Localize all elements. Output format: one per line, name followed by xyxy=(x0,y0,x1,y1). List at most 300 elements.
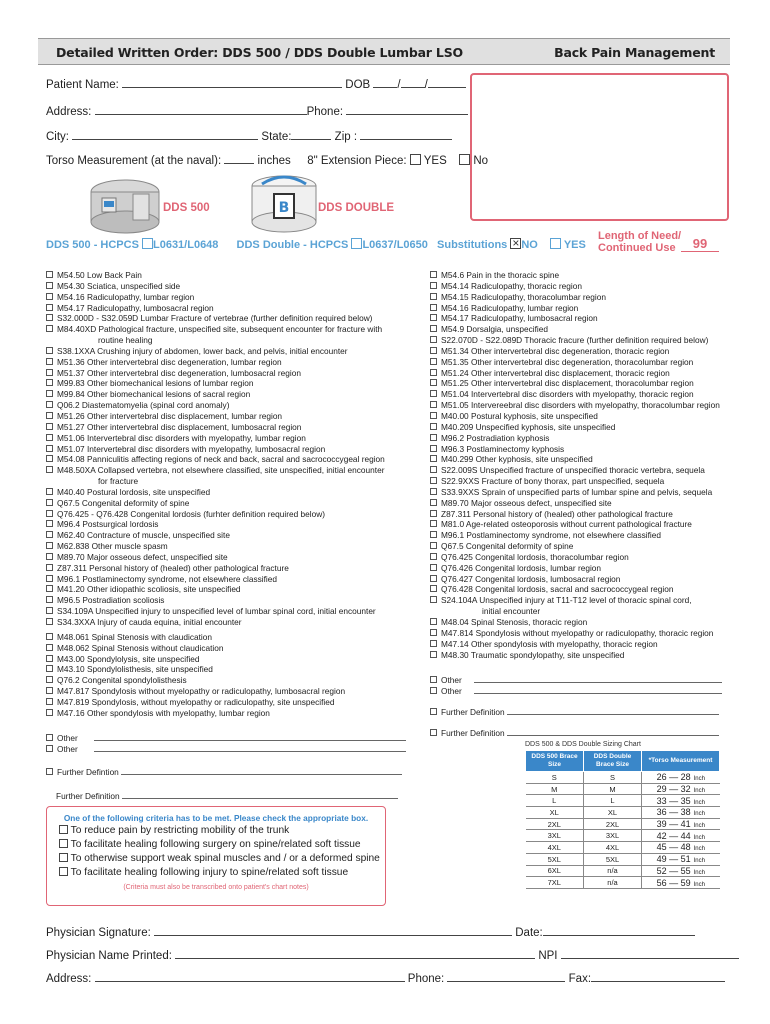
code-text: M81.0 Age-related osteoporosis without current pathological fracture xyxy=(441,519,692,530)
further-defintion-label: Further Defintion xyxy=(57,767,119,777)
code-text: Z87.311 Personal history of (healed) other pathological fracture xyxy=(57,562,289,573)
right-other-row-1 xyxy=(430,675,722,685)
code-checkbox[interactable] xyxy=(46,687,53,694)
code-row xyxy=(430,411,720,422)
patient-name-field[interactable] xyxy=(122,77,342,88)
code-text: Q76.428 Congenital lordosis, sacral and sacrococcygeal region xyxy=(441,584,674,595)
physician-phone-field[interactable] xyxy=(447,971,565,982)
dob-day-field[interactable] xyxy=(401,77,425,88)
code-checkbox[interactable] xyxy=(430,596,437,603)
code-continuation xyxy=(430,606,720,617)
sizing-col-torso: *Torso Measurement xyxy=(642,751,720,772)
code-text: M62.40 Contracture of muscle, unspecified site xyxy=(57,530,230,541)
sizing-torso-cell xyxy=(642,842,720,854)
criteria-note: (Criteria must also be transcribed onto patient's chart notes) xyxy=(123,884,309,891)
state-label: State: xyxy=(261,131,292,143)
code-text: M96.2 Postradiation kyphosis xyxy=(441,432,550,443)
torso-unit: Inch xyxy=(693,788,705,795)
code-text: M99.84 Other biomechanical lesions of sacral region xyxy=(57,389,251,400)
dob-year-field[interactable] xyxy=(428,77,466,88)
code-row xyxy=(46,368,385,379)
code-checkbox[interactable] xyxy=(430,488,437,495)
code-checkbox[interactable] xyxy=(46,434,53,441)
sizing-double-cell: 5XL xyxy=(584,853,642,865)
code-checkbox[interactable] xyxy=(430,369,437,376)
sizing-torso-cell xyxy=(642,865,720,877)
code-checkbox[interactable] xyxy=(430,575,437,582)
right-other-field-2[interactable] xyxy=(474,686,722,694)
code-checkbox[interactable] xyxy=(46,314,53,321)
code-checkbox[interactable] xyxy=(430,564,437,571)
code-text: M48.062 Spinal Stenosis without claudication xyxy=(57,642,224,653)
torso-unit: Inch xyxy=(693,846,705,853)
sizing-torso-cell xyxy=(642,807,720,819)
physician-signature-field[interactable] xyxy=(154,925,512,936)
code-checkbox[interactable] xyxy=(430,455,437,462)
code-row xyxy=(46,563,385,574)
torso-range: 26 — 28 xyxy=(656,772,691,783)
code-row xyxy=(430,454,720,465)
code-checkbox[interactable] xyxy=(46,596,53,603)
sizing-torso-cell xyxy=(642,818,720,830)
code-checkbox[interactable] xyxy=(430,434,437,441)
code-row xyxy=(430,476,720,487)
code-checkbox[interactable] xyxy=(46,564,53,571)
code-row xyxy=(46,697,385,708)
code-text: M54.30 Sciatica, unspecified side xyxy=(57,280,181,291)
other-label: Other xyxy=(441,686,462,696)
code-text: M47.817 Spondylosis without myelopathy or radiculopathy, lumbosacral region xyxy=(57,686,346,697)
code-text: M47.16 Other spondylosis with myelopathy, lumbar region xyxy=(57,707,270,718)
code-checkbox[interactable] xyxy=(46,665,53,672)
code-checkbox[interactable] xyxy=(46,347,53,354)
code-checkbox[interactable] xyxy=(430,423,437,430)
code-row xyxy=(46,389,385,400)
torso-unit: Inch xyxy=(693,858,705,865)
physician-address-row xyxy=(46,971,725,985)
date-label: Date: xyxy=(515,927,543,939)
state-field[interactable] xyxy=(291,129,331,140)
right-other-checkbox-1[interactable] xyxy=(430,676,437,683)
extension-no-checkbox[interactable] xyxy=(459,154,470,165)
code-row xyxy=(430,324,720,335)
code-row xyxy=(46,617,385,628)
code-text: M43.10 Spondylolisthesis, site unspecified xyxy=(57,664,213,675)
code-checkbox[interactable] xyxy=(46,709,53,716)
code-checkbox[interactable] xyxy=(430,325,437,332)
code-checkbox[interactable] xyxy=(46,676,53,683)
code-checkbox[interactable] xyxy=(46,304,53,311)
code-checkbox[interactable] xyxy=(46,271,53,278)
code-checkbox[interactable] xyxy=(430,477,437,484)
further-definition-label: Further Definition xyxy=(56,791,120,801)
physician-name-printed-field[interactable] xyxy=(175,948,535,959)
code-checkbox[interactable] xyxy=(46,358,53,365)
code-row xyxy=(430,422,720,433)
code-row xyxy=(430,281,720,292)
torso-unit: Inch xyxy=(693,869,705,876)
right-other-row-2 xyxy=(430,686,722,696)
dob-label: DOB xyxy=(345,79,371,91)
code-text: initial encounter xyxy=(482,606,541,617)
code-text: S24.104A Unspecified injury at T11-T12 level of thoracic spinal cord, xyxy=(441,595,692,606)
code-text: M54.9 Dorsalgia, unspecified xyxy=(441,324,548,335)
code-text: M89.70 Major osseous defect, unspecified site xyxy=(441,497,612,508)
dob-month-field[interactable] xyxy=(373,77,397,88)
code-row xyxy=(430,487,720,498)
code-checkbox[interactable] xyxy=(46,644,53,651)
code-checkbox[interactable] xyxy=(46,655,53,662)
code-checkbox[interactable] xyxy=(430,282,437,289)
code-row xyxy=(430,563,720,574)
code-row xyxy=(46,487,385,498)
code-row xyxy=(46,654,385,665)
code-checkbox[interactable] xyxy=(430,531,437,538)
code-row xyxy=(430,509,720,520)
code-checkbox[interactable] xyxy=(430,510,437,517)
code-text: M96.1 Postlaminectomy syndrome, not elsewhere classified xyxy=(441,530,661,541)
sizing-dds500-cell: 3XL xyxy=(526,830,584,842)
code-checkbox[interactable] xyxy=(46,499,53,506)
left-other-row-2 xyxy=(46,744,406,754)
code-checkbox[interactable] xyxy=(430,379,437,386)
code-row xyxy=(46,400,385,411)
code-text: M51.04 Intervertebral disc disorders with myelopathy, thoracic region xyxy=(441,389,694,400)
sizing-row xyxy=(526,783,720,795)
code-row xyxy=(46,454,385,465)
sizing-torso-cell xyxy=(642,853,720,865)
sizing-double-cell: XL xyxy=(584,807,642,819)
code-row xyxy=(46,303,385,314)
code-text: for fracture xyxy=(98,476,139,487)
code-row xyxy=(46,270,385,281)
code-text: Q76.425 Congenital lordosis, thoracolumbar region xyxy=(441,551,629,562)
code-text: Q06.2 Diastematomyelia (spinal cord anomaly) xyxy=(57,400,230,411)
code-text: S22.9XXS Fracture of bony thorax, part unspecified, sequela xyxy=(441,476,665,487)
dds500-hcpcs-checkbox[interactable] xyxy=(142,238,153,249)
code-checkbox[interactable] xyxy=(46,390,53,397)
sizing-dds500-cell: XL xyxy=(526,807,584,819)
code-checkbox[interactable] xyxy=(430,520,437,527)
code-checkbox[interactable] xyxy=(46,585,53,592)
sizing-torso-cell xyxy=(642,830,720,842)
code-text: M96.1 Postlaminectomy syndrome, not elsewhere classified xyxy=(57,573,277,584)
code-text: M47.14 Other spondylosis with myelopathy, thoracic region xyxy=(441,638,658,649)
code-text: M51.07 Intervertebral disc disorders with myelopathy, lumbosacral region xyxy=(57,443,326,454)
criteria-checkbox-1[interactable] xyxy=(59,825,68,834)
patient-name-row xyxy=(46,77,466,91)
left-further-defintion-field[interactable] xyxy=(121,767,402,775)
right-other-field-1[interactable] xyxy=(474,675,722,683)
code-text: M51.06 Intervertebral disc disorders with myelopathy, lumbar region xyxy=(57,432,306,443)
fax-field[interactable] xyxy=(591,971,725,982)
code-row xyxy=(430,335,720,346)
sizing-double-cell: n/a xyxy=(584,865,642,877)
code-checkbox[interactable] xyxy=(430,651,437,658)
torso-unit: Inch xyxy=(693,799,705,806)
code-row xyxy=(430,346,720,357)
torso-range: 42 — 44 xyxy=(656,830,691,841)
category-title: Back Pain Management xyxy=(554,45,715,60)
code-text: M51.26 Other intervertebral disc displacement, lumbar region xyxy=(57,410,283,421)
physician-name-printed-label: Physician Name Printed: xyxy=(46,950,172,962)
code-row xyxy=(430,595,720,606)
left-further-definition-row xyxy=(56,791,398,801)
code-text: M54.16 Radiculopathy, lumbar region xyxy=(57,291,195,302)
city-field[interactable] xyxy=(72,129,258,140)
code-row xyxy=(46,519,385,530)
code-checkbox[interactable] xyxy=(46,607,53,614)
code-row xyxy=(46,595,385,606)
code-checkbox[interactable] xyxy=(46,553,53,560)
code-row xyxy=(430,519,720,530)
sizing-chart xyxy=(525,741,720,889)
torso-field[interactable] xyxy=(224,153,254,164)
code-row xyxy=(46,281,385,292)
code-checkbox[interactable] xyxy=(430,412,437,419)
right-further-definition-field-2[interactable] xyxy=(507,728,719,736)
code-row xyxy=(430,552,720,563)
code-text: M96.5 Postradiation scoliosis xyxy=(57,595,165,606)
sizing-dds500-cell: 4XL xyxy=(526,842,584,854)
code-text: M54.15 Radiculopathy, thoracolumbar region xyxy=(441,291,606,302)
code-text: Q76.427 Congenital lordosis, lumbosacral region xyxy=(441,573,621,584)
code-text: M51.25 Other intervertebral disc displacement, thoracolumbar region xyxy=(441,378,694,389)
length-of-need-value[interactable]: 99 xyxy=(681,236,719,252)
code-checkbox[interactable] xyxy=(46,575,53,582)
sizing-row xyxy=(526,807,720,819)
double-hcpcs-codes: L0637/L0650 xyxy=(362,239,428,251)
extension-no-label: No xyxy=(473,155,489,167)
sizing-col-dds500: DDS 500 Brace Size xyxy=(526,751,584,772)
criteria-checkbox-4[interactable] xyxy=(59,867,68,876)
code-row xyxy=(46,686,385,697)
torso-label: Torso Measurement (at the naval): xyxy=(46,155,222,167)
sizing-row xyxy=(526,842,720,854)
code-checkbox[interactable] xyxy=(46,379,53,386)
left-other-field-2[interactable] xyxy=(94,744,406,752)
substitutions-no-checkbox[interactable] xyxy=(510,238,521,249)
code-text: M99.83 Other biomechanical lesions of lumbar region xyxy=(57,378,254,389)
left-other-row-1 xyxy=(46,733,406,743)
phone-field[interactable] xyxy=(346,104,468,115)
address-label: Address: xyxy=(46,106,92,118)
code-checkbox[interactable] xyxy=(46,698,53,705)
code-checkbox[interactable] xyxy=(430,542,437,549)
code-checkbox[interactable] xyxy=(430,358,437,365)
sizing-dds500-cell: M xyxy=(526,783,584,795)
torso-range: 45 — 48 xyxy=(656,842,691,853)
code-text: S22.009S Unspecified fracture of unspecified thoracic vertebra, sequela xyxy=(441,465,705,476)
sizing-dds500-cell: 2XL xyxy=(526,818,584,830)
code-text: Z87.311 Personal history of (healed) other pathological fracture xyxy=(441,508,673,519)
code-text: M54.16 Radiculopathy, lumbar region xyxy=(441,302,579,313)
criteria-item-4 xyxy=(59,867,348,878)
code-continuation xyxy=(46,476,385,487)
code-checkbox[interactable] xyxy=(46,455,53,462)
code-row xyxy=(46,433,385,444)
further-definition-label: Further Definition xyxy=(441,707,505,717)
code-checkbox[interactable] xyxy=(430,336,437,343)
code-row xyxy=(46,574,385,585)
code-row xyxy=(46,324,385,335)
code-text: M51.24 Other intervertebral disc displacement, thoracic region xyxy=(441,367,670,378)
right-other-checkbox-2[interactable] xyxy=(430,687,437,694)
code-checkbox[interactable] xyxy=(430,553,437,560)
code-row xyxy=(430,584,720,595)
left-further-definition-field[interactable] xyxy=(122,791,398,799)
criteria-item-text: To facilitate healing following surgery on spine/related soft tissue xyxy=(70,839,361,850)
code-text: M40.40 Postural lordosis, site unspecified xyxy=(57,486,211,497)
code-checkbox[interactable] xyxy=(46,520,53,527)
address-row xyxy=(46,104,468,118)
code-checkbox[interactable] xyxy=(46,401,53,408)
code-checkbox[interactable] xyxy=(46,542,53,549)
right-further-definition-checkbox-2[interactable] xyxy=(430,729,437,736)
code-checkbox[interactable] xyxy=(430,271,437,278)
code-checkbox[interactable] xyxy=(46,293,53,300)
torso-range: 36 — 38 xyxy=(656,807,691,818)
left-further-defintion-row xyxy=(46,767,402,777)
sizing-row xyxy=(526,865,720,877)
code-text: M51.35 Other intervertebral disc degeneration, thoracolumbar region xyxy=(441,356,694,367)
code-row xyxy=(46,378,385,389)
code-checkbox[interactable] xyxy=(46,412,53,419)
code-text: Q67.5 Congenital deformity of spine xyxy=(57,497,190,508)
ddsdouble-product-label: DDS DOUBLE xyxy=(318,202,395,214)
code-text: M51.05 Intervereebral disc disorders with myelopathy, thoracolumbar region xyxy=(441,400,720,411)
code-text: M51.27 Other intervertebral disc displacement, lumbosacral region xyxy=(57,421,302,432)
substitutions-yes-checkbox[interactable] xyxy=(550,238,561,249)
code-text: M96.4 Postsurgical lordosis xyxy=(57,519,159,530)
date-field[interactable] xyxy=(543,925,695,936)
sizing-dds500-cell: 6XL xyxy=(526,865,584,877)
left-code-list xyxy=(46,270,385,719)
code-checkbox[interactable] xyxy=(430,347,437,354)
code-row xyxy=(46,357,385,368)
sizing-col-double: DDS Double Brace Size xyxy=(584,751,642,772)
sizing-row xyxy=(526,818,720,830)
sizing-row xyxy=(526,795,720,807)
zip-label: Zip : xyxy=(334,131,358,143)
npi-label: NPI xyxy=(538,950,558,962)
torso-unit: Inch xyxy=(693,834,705,841)
code-checkbox[interactable] xyxy=(430,499,437,506)
sizing-dds500-cell: S xyxy=(526,772,584,784)
code-checkbox[interactable] xyxy=(46,618,53,625)
other-label: Other xyxy=(57,744,78,754)
left-other-checkbox-2[interactable] xyxy=(46,745,53,752)
dds500-hcpcs-codes: L0631/L0648 xyxy=(152,239,219,251)
svg-text:B: B xyxy=(278,200,290,216)
sizing-table xyxy=(525,750,720,889)
npi-field[interactable] xyxy=(561,948,739,959)
torso-unit: Inch xyxy=(693,881,705,888)
code-checkbox[interactable] xyxy=(46,510,53,517)
double-hcpcs-checkbox[interactable] xyxy=(351,238,362,249)
physician-stamp-box xyxy=(470,73,729,221)
code-row xyxy=(430,292,720,303)
sizing-double-cell: 2XL xyxy=(584,818,642,830)
sizing-torso-cell xyxy=(642,783,720,795)
criteria-box xyxy=(46,806,386,906)
right-further-definition-field-1[interactable] xyxy=(507,707,719,715)
code-row xyxy=(430,433,720,444)
right-further-definition-checkbox-1[interactable] xyxy=(430,708,437,715)
zip-field[interactable] xyxy=(360,129,452,140)
code-checkbox[interactable] xyxy=(46,423,53,430)
code-checkbox[interactable] xyxy=(430,304,437,311)
extension-yes-checkbox[interactable] xyxy=(410,154,421,165)
code-checkbox[interactable] xyxy=(46,369,53,376)
code-row xyxy=(46,509,385,520)
code-checkbox[interactable] xyxy=(46,488,53,495)
code-row xyxy=(430,628,720,639)
code-row xyxy=(46,346,385,357)
physician-address-field[interactable] xyxy=(95,971,405,982)
code-checkbox[interactable] xyxy=(430,293,437,300)
code-checkbox[interactable] xyxy=(46,445,53,452)
dds500-brace-image xyxy=(88,170,162,236)
code-row xyxy=(430,530,720,541)
substitutions-yes-label: YES xyxy=(563,239,586,251)
code-checkbox[interactable] xyxy=(430,401,437,408)
patient-name-label: Patient Name: xyxy=(46,79,119,91)
criteria-item-2 xyxy=(59,839,361,850)
code-checkbox[interactable] xyxy=(430,629,437,636)
code-row xyxy=(46,422,385,433)
city-row xyxy=(46,129,452,143)
left-other-field-1[interactable] xyxy=(94,733,406,741)
code-checkbox[interactable] xyxy=(430,390,437,397)
code-checkbox[interactable] xyxy=(46,325,53,332)
right-further-definition-row-2 xyxy=(430,728,719,738)
code-checkbox[interactable] xyxy=(430,445,437,452)
inches-label: inches xyxy=(257,155,291,167)
criteria-checkbox-2[interactable] xyxy=(59,839,68,848)
left-further-defintion-checkbox[interactable] xyxy=(46,768,53,775)
torso-range: 33 — 35 xyxy=(656,795,691,806)
code-row xyxy=(46,552,385,563)
criteria-checkbox-3[interactable] xyxy=(59,853,68,862)
code-row xyxy=(430,444,720,455)
criteria-item-3 xyxy=(59,853,380,864)
code-checkbox[interactable] xyxy=(430,466,437,473)
criteria-item-text: To reduce pain by restricting mobility of the trunk xyxy=(70,825,290,836)
code-checkbox[interactable] xyxy=(46,282,53,289)
code-checkbox[interactable] xyxy=(430,618,437,625)
code-checkbox[interactable] xyxy=(430,640,437,647)
code-checkbox[interactable] xyxy=(46,466,53,473)
code-checkbox[interactable] xyxy=(46,531,53,538)
code-text: M51.37 Other intervertebral disc degeneration, lumbosacral region xyxy=(57,367,301,378)
physician-phone-label: Phone: xyxy=(407,973,445,985)
left-other-checkbox-1[interactable] xyxy=(46,734,53,741)
code-checkbox[interactable] xyxy=(430,585,437,592)
code-row xyxy=(46,584,385,595)
code-checkbox[interactable] xyxy=(430,314,437,321)
dds500-product-label: DDS 500 xyxy=(163,202,210,214)
code-checkbox[interactable] xyxy=(46,633,53,640)
name-printed-row xyxy=(46,948,739,962)
substitutions-label: Substitutions xyxy=(437,239,508,251)
code-row xyxy=(430,650,720,661)
title-bar xyxy=(38,38,730,65)
dob-slash: / xyxy=(424,79,428,91)
address-field[interactable] xyxy=(95,104,307,115)
code-text: M40.299 Other kyphosis, site unspecified xyxy=(441,454,593,465)
code-text: M47.814 Spondylosis without myelopathy or radiculopathy, thoracic region xyxy=(441,627,714,638)
